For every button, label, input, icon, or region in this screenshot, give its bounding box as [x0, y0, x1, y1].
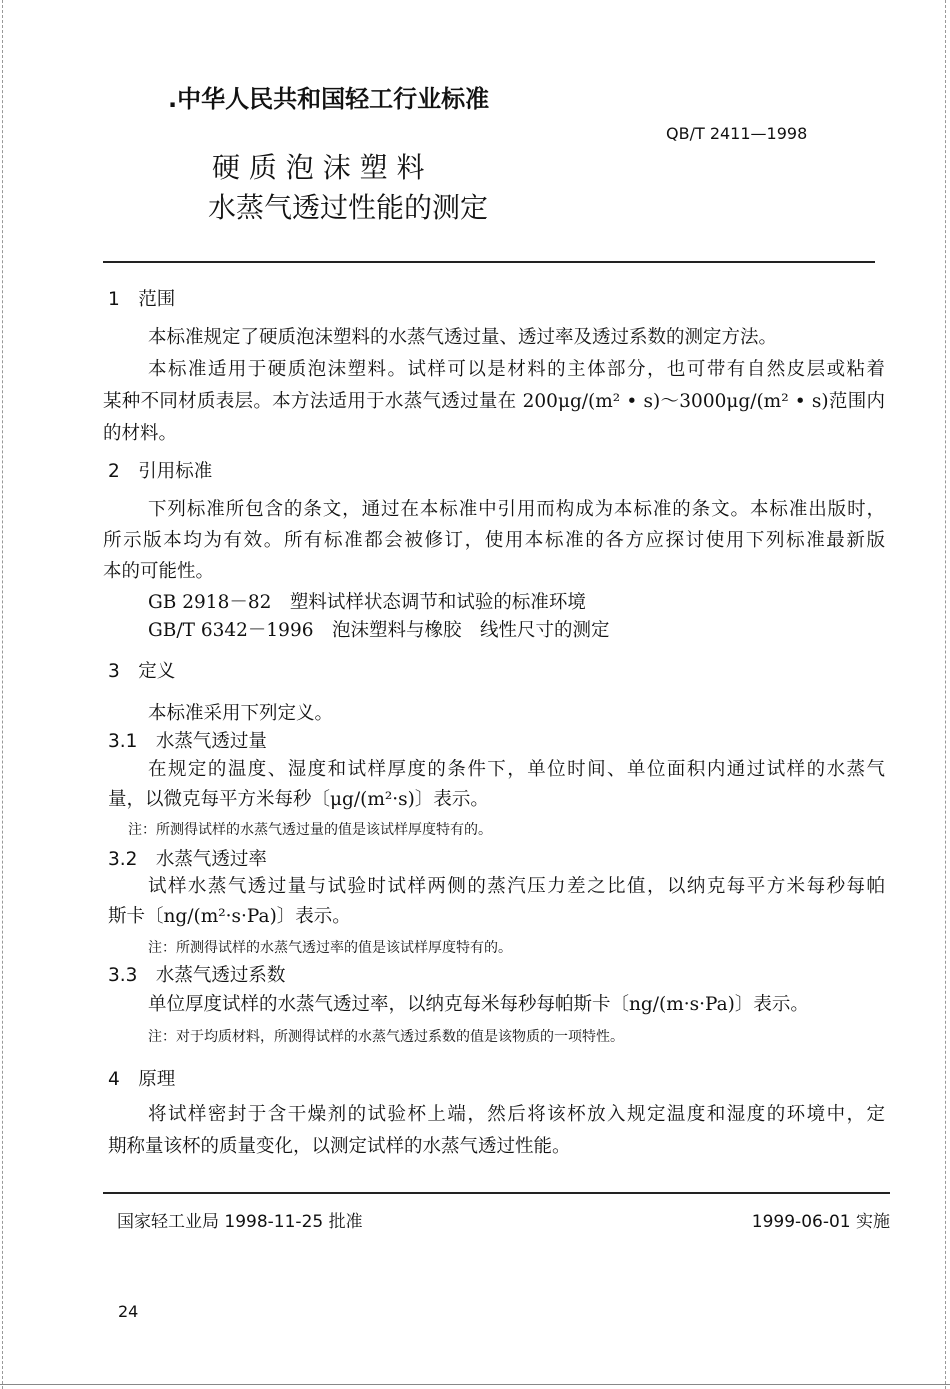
scan-bottom-edge [0, 1384, 950, 1385]
section-3-heading: 3 定义 [108, 661, 176, 682]
paragraph-line: 期称量该杯的质量变化，以测定试样的水蒸气透过性能。 [108, 1136, 571, 1157]
definition-3-1-heading: 3.1 水蒸气透过量 [108, 731, 267, 752]
scan-edge-right [945, 0, 947, 1389]
paragraph-line: 本标准适用于硬质泡沫塑料。试样可以是材料的主体部分，也可带有自然皮层或粘着 [148, 359, 885, 380]
document-title-line1: 硬 质 泡 沫 塑 料 [212, 151, 425, 184]
paragraph-line: 量，以微克每平方米每秒〔μg/(m²·s)〕表示。 [108, 789, 489, 810]
paragraph-line: 某种不同材质表层。本方法适用于水蒸气透过量在 200μg/(m² • s)～3000μg/(m² • s)范围内 [103, 391, 885, 412]
note: 注：对于均质材料，所测得试样的水蒸气透过系数的值是该物质的一项特性。 [148, 1029, 624, 1045]
paragraph-line: 下列标准所包含的条文，通过在本标准中引用而构成为本标准的条文。本标准出版时， [148, 499, 885, 520]
paragraph-line: 的材料。 [103, 423, 178, 444]
footer-divider [103, 1192, 890, 1194]
note: 注：所测得试样的水蒸气透过率的值是该试样厚度特有的。 [148, 940, 512, 956]
reference-item: GB/T 6342－1996 泡沫塑料与橡胶 线性尺寸的测定 [148, 620, 610, 641]
approval-info: 国家轻工业局 1998-11-25 批准 [117, 1212, 363, 1232]
section-4-heading: 4 原理 [108, 1069, 176, 1090]
document-title-line2: 水蒸气透过性能的测定 [208, 191, 489, 224]
paragraph-line: 单位厚度试样的水蒸气透过率，以纳克每米每秒每帕斯卡〔ng/(m·s·Pa)〕表示。 [148, 994, 809, 1015]
paragraph-line: 所示版本均为有效。所有标准都会被修订，使用本标准的各方应探讨使用下列标准最新版 [103, 530, 885, 551]
paragraph-line: 斯卡〔ng/(m²·s·Pa)〕表示。 [108, 906, 351, 927]
standard-code: QB/T 2411—1998 [666, 124, 808, 143]
paragraph-line: 试样水蒸气透过量与试验时试样两侧的蒸汽压力差之比值，以纳克每平方米每秒每帕 [148, 876, 885, 897]
section-2-heading: 2 引用标准 [108, 461, 213, 482]
scan-edge-left [2, 0, 4, 1389]
note: 注：所测得试样的水蒸气透过量的值是该试样厚度特有的。 [128, 822, 492, 838]
paragraph-line: 在规定的温度、湿度和试样厚度的条件下，单位时间、单位面积内通过试样的水蒸气 [148, 759, 885, 780]
effective-date: 1999-06-01 实施 [751, 1212, 890, 1232]
paragraph-line: 本标准规定了硬质泡沫塑料的水蒸气透过量、透过率及透过系数的测定方法。 [148, 327, 778, 348]
reference-item: GB 2918－82 塑料试样状态调节和试验的标准环境 [148, 592, 586, 613]
header-divider [103, 261, 875, 263]
page-number: 24 [118, 1302, 139, 1321]
paragraph-line: 本的可能性。 [103, 561, 215, 582]
section-1-heading: 1 范围 [108, 289, 176, 310]
definition-3-3-heading: 3.3 水蒸气透过系数 [108, 965, 286, 986]
paragraph-line: 将试样密封于含干燥剂的试验杯上端，然后将该杯放入规定温度和湿度的环境中，定 [148, 1104, 885, 1125]
paragraph-line: 本标准采用下列定义。 [148, 703, 334, 724]
definition-3-2-heading: 3.2 水蒸气透过率 [108, 849, 267, 870]
issuer-title: .中华人民共和国轻工行业标准 [168, 85, 490, 113]
